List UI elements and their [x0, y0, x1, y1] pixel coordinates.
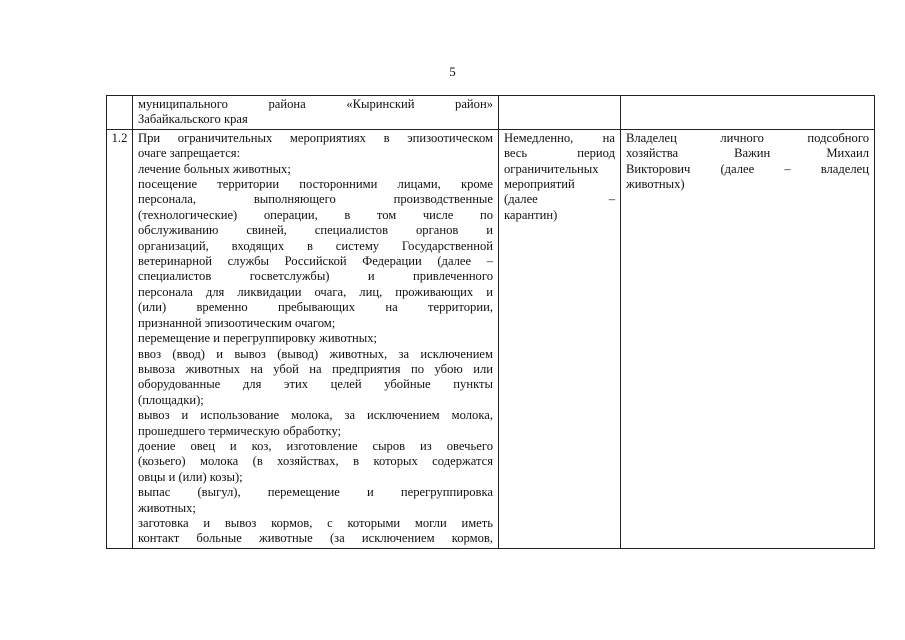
text-line: обслуживанию свиней, специалистов органов и: [138, 223, 493, 238]
text-line: (технологические) операции, в том числе по: [138, 207, 493, 222]
text-line: организаций, входящих в систему Государственной: [138, 238, 493, 253]
text-line: вывоза животных на убой на предприятия по убою или: [138, 361, 493, 376]
text-line: прошедшего термическую обработку;: [138, 423, 342, 438]
table-row: [107, 129, 875, 548]
text-line: персонала, выполняющего производственные: [138, 192, 493, 207]
text-line: Немедленно, на: [504, 130, 615, 145]
text-line: овцы и (или) козы);: [138, 469, 243, 484]
text-line: (далее –: [504, 192, 615, 207]
text-line: весь период: [504, 146, 615, 161]
text-line: оборудованные для этих целей убойные пункты: [138, 377, 493, 392]
text-line: Владелец личного подсобного: [626, 130, 869, 145]
row-number: 1.2: [107, 129, 133, 548]
text-line: хозяйства Важин Михаил: [626, 146, 869, 161]
measure-cell: [133, 96, 499, 130]
text-line: вывоз и использование молока, за исключением молока,: [138, 408, 493, 423]
text-line: доение овец и коз, изготовление сыров из овечьего: [138, 438, 493, 453]
text-line: перемещение и перегруппировку животных;: [138, 331, 378, 346]
text-line: заготовка и вывоз кормов, с которыми могли иметь: [138, 515, 493, 530]
text-line: (площадки);: [138, 392, 204, 407]
term-cell: [499, 129, 621, 548]
text-line: мероприятий: [504, 177, 575, 192]
text-line: При ограничительных мероприятиях в эпизоотическом: [138, 130, 493, 145]
responsible-cell: [621, 129, 875, 548]
text-line: выпас (выгул), перемещение и перегруппировка: [138, 485, 493, 500]
text-line: персонала для ликвидации очага, лиц, проживающих и: [138, 284, 493, 299]
text-line: контакт больные животные (за исключением кормов,: [138, 531, 493, 546]
text-line: посещение территории посторонними лицами, кроме: [138, 177, 493, 192]
text-line: муниципального района «Кыринский район»: [138, 97, 493, 111]
responsible-cell: [621, 96, 875, 130]
text-line: Забайкальского края: [138, 112, 248, 127]
text-line: ветеринарной службы Российской Федерации (далее –: [138, 254, 493, 269]
text-line: животных): [626, 177, 685, 192]
measure-cell: [133, 129, 499, 548]
text-line: (или) временно пребывающих на территории,: [138, 300, 493, 315]
text-line: (козьего) молока (в хозяйствах, в которых содержатся: [138, 454, 493, 469]
table-row: [107, 96, 875, 130]
text-line: животных;: [138, 500, 196, 515]
text-line: признанной эпизоотическим очагом;: [138, 315, 336, 330]
text-line: Викторович (далее – владелец: [626, 161, 869, 176]
text-line: ограничительных: [504, 161, 599, 176]
text-line: лечение больных животных;: [138, 161, 291, 176]
term-cell: [499, 96, 621, 130]
row-number: [107, 96, 133, 130]
text-line: специалистов госветслужбы) и привлеченного: [138, 269, 493, 284]
text-line: очаге запрещается:: [138, 146, 241, 161]
measures-table: [106, 95, 875, 549]
text-line: карантин): [504, 207, 558, 222]
page-number: 5: [449, 64, 456, 79]
text-line: ввоз (ввод) и вывоз (вывод) животных, за исключением: [138, 346, 493, 361]
